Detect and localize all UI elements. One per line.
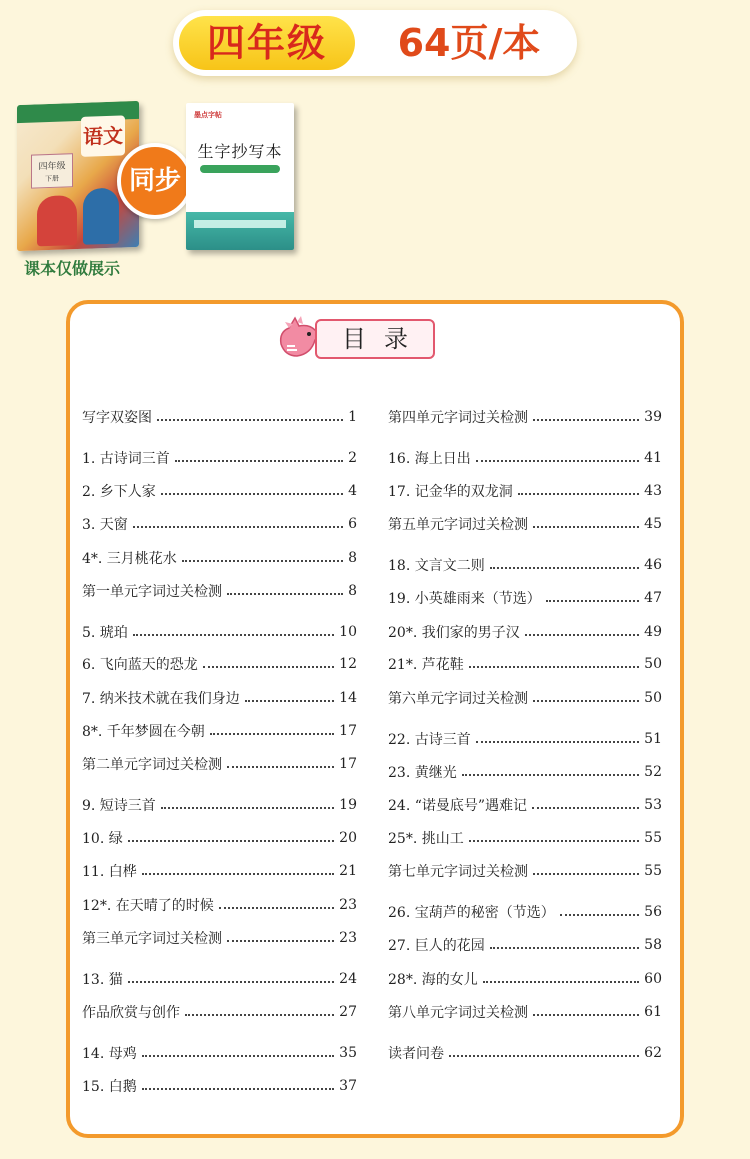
toc-entry-page: 50 (644, 656, 662, 672)
toc-entry (388, 932, 662, 958)
sync-badge: 同步 (117, 143, 193, 219)
toc-entry-page: 55 (644, 863, 662, 879)
toc-entry (388, 619, 662, 645)
toc-entry-title: 11. 白桦 (82, 864, 137, 880)
toc-leader-dots (476, 741, 639, 743)
toc-entry-title: 3. 天窗 (82, 517, 128, 533)
toc-leader-dots (133, 634, 334, 636)
toc-leader-dots (182, 560, 343, 562)
toc-entry-title: 第一单元字词过关检测 (82, 584, 222, 600)
toc-entry-page: 2 (348, 450, 357, 466)
toc-entry-page: 23 (339, 897, 357, 913)
toc-entry-title: 5. 琥珀 (82, 625, 128, 641)
toc-entry-title: 12*. 在天晴了的时候 (82, 898, 214, 914)
toc-entry (388, 445, 662, 471)
toc-entry (82, 1073, 357, 1099)
toc-entry-title: 6. 飞向蓝天的恐龙 (82, 657, 198, 673)
toc-leader-dots (219, 907, 334, 909)
toc-entry-page: 17 (339, 756, 357, 772)
toc-entry (82, 792, 357, 818)
toc-entry (82, 925, 357, 951)
toc-leader-dots (142, 1055, 334, 1057)
toc-entry-title: 1. 古诗词三首 (82, 451, 170, 467)
toc-entry (388, 685, 662, 711)
toc-leader-dots (133, 526, 343, 528)
toc-entry-page: 53 (644, 797, 662, 813)
toc-leader-dots (518, 493, 639, 495)
toc-entry (388, 651, 662, 677)
toc-leader-dots (483, 981, 639, 983)
textbook-level: 四年级 (38, 161, 66, 173)
toc-entry-title: 读者问卷 (388, 1046, 444, 1062)
toc-leader-dots (533, 873, 639, 875)
toc-entry (82, 619, 357, 645)
toc-entry (388, 404, 662, 430)
toc-entry-page: 8 (348, 583, 357, 599)
toc-leader-dots (469, 840, 639, 842)
toc-leader-dots (533, 419, 639, 421)
toc-entry (388, 759, 662, 785)
toc-leader-dots (490, 947, 639, 949)
toc-entry-page: 10 (339, 624, 357, 640)
toc-leader-dots (533, 526, 639, 528)
copybook-green-bar (200, 165, 280, 173)
toc-entry-title: 22. 古诗三首 (388, 732, 471, 748)
toc-entry-title: 第四单元字词过关检测 (388, 410, 528, 426)
toc-entry-title: 写字双姿图 (82, 410, 152, 426)
toc-entry (82, 685, 357, 711)
toc-entry-title: 8*. 千年梦圆在今朝 (82, 724, 205, 740)
toc-entry-page: 46 (644, 557, 662, 573)
toc-leader-dots (533, 1014, 639, 1016)
toc-entry (388, 1040, 662, 1066)
toc-leader-dots (533, 700, 639, 702)
toc-entry-page: 51 (644, 731, 662, 747)
toc-entry (82, 578, 357, 604)
toc-entry-title: 第三单元字词过关检测 (82, 931, 222, 947)
toc-leader-dots (227, 940, 334, 942)
textbook-title: 语文 (81, 115, 125, 157)
toc-title: 目录 (315, 319, 435, 359)
toc-entry-title: 19. 小英雄雨来（节选） (388, 591, 541, 607)
toc-leader-dots (560, 914, 639, 916)
toc-entry (82, 1040, 357, 1066)
toc-leader-dots (490, 567, 639, 569)
toc-entry-title: 10. 绿 (82, 831, 123, 847)
toc-entry-page: 52 (644, 764, 662, 780)
toc-entry (82, 445, 357, 471)
textbook-level-label (31, 153, 73, 188)
toc-leader-dots (227, 593, 343, 595)
toc-entry (82, 825, 357, 851)
illustration-figure (37, 195, 77, 246)
toc-entry-title: 9. 短诗三首 (82, 798, 156, 814)
toc-entry-title: 第六单元字词过关检测 (388, 691, 528, 707)
toc-entry-title: 7. 纳米技术就在我们身边 (82, 691, 240, 707)
toc-entry (82, 999, 357, 1025)
toc-leader-dots (546, 600, 639, 602)
toc-entry-page: 35 (339, 1045, 357, 1061)
copybook-cover-image (186, 103, 294, 250)
toc-leader-dots (449, 1055, 639, 1057)
toc-leader-dots (462, 774, 639, 776)
toc-entry (388, 858, 662, 884)
toc-entry (388, 478, 662, 504)
copybook-footer-text-line (194, 220, 286, 228)
toc-entry (82, 858, 357, 884)
toc-entry (82, 966, 357, 992)
toc-entry-page: 55 (644, 830, 662, 846)
toc-entry-page: 39 (644, 409, 662, 425)
toc-entry-title: 14. 母鸡 (82, 1046, 137, 1062)
toc-entry-page: 45 (644, 516, 662, 532)
toc-entry-page: 56 (644, 904, 662, 920)
textbook-volume: 下册 (45, 174, 59, 184)
toc-leader-dots (203, 666, 334, 668)
toc-entry-page: 8 (348, 550, 357, 566)
toc-leader-dots (469, 666, 639, 668)
illustration-figure (83, 188, 119, 245)
toc-entry (388, 792, 662, 818)
toc-leader-dots (175, 460, 343, 462)
toc-entry-title: 21*. 芦花鞋 (388, 657, 464, 673)
toc-entry-page: 4 (348, 483, 357, 499)
toc-leader-dots (185, 1014, 334, 1016)
toc-entry (82, 892, 357, 918)
toc-entry-title: 4*. 三月桃花水 (82, 551, 177, 567)
toc-entry (388, 825, 662, 851)
pages-per-book-label: 64页/本 (397, 21, 541, 65)
toc-leader-dots (161, 493, 343, 495)
toc-entry-page: 49 (644, 624, 662, 640)
toc-entry-title: 15. 白鹅 (82, 1079, 137, 1095)
toc-entry-page: 20 (339, 830, 357, 846)
toc-entry (82, 404, 357, 430)
toc-entry (82, 651, 357, 677)
toc-entry-title: 17. 记金华的双龙洞 (388, 484, 513, 500)
toc-entry-page: 58 (644, 937, 662, 953)
toc-entry (388, 511, 662, 537)
toc-entry-title: 16. 海上日出 (388, 451, 471, 467)
toc-entry-title: 作品欣赏与创作 (82, 1005, 180, 1021)
toc-entry-page: 19 (339, 797, 357, 813)
toc-entry-page: 21 (339, 863, 357, 879)
toc-leader-dots (245, 700, 334, 702)
toc-entry (82, 545, 357, 571)
top-banner (173, 10, 577, 76)
copybook-title: 生字抄写本 (197, 142, 283, 161)
toc-entry-title: 第八单元字词过关检测 (388, 1005, 528, 1021)
toc-entry (388, 966, 662, 992)
toc-heading (271, 311, 439, 365)
toc-leader-dots (128, 840, 334, 842)
toc-leader-dots (157, 419, 343, 421)
toc-entry-page: 41 (644, 450, 662, 466)
toc-entry-title: 28*. 海的女儿 (388, 972, 478, 988)
toc-entry (82, 511, 357, 537)
grade-label: 四年级 (179, 16, 355, 70)
toc-entry-title: 18. 文言文二则 (388, 558, 485, 574)
toc-entry-title: 24. “诺曼底号”遇难记 (388, 798, 528, 814)
copybook-footer-band (186, 212, 294, 250)
toc-entry-page: 17 (339, 723, 357, 739)
toc-entry-page: 62 (644, 1045, 662, 1061)
toc-entry-page: 6 (348, 516, 357, 532)
toc-entry-page: 23 (339, 930, 357, 946)
toc-entry-page: 43 (644, 483, 662, 499)
display-only-caption: 课本仅做展示 (24, 259, 121, 278)
toc-entry-page: 60 (644, 971, 662, 987)
toc-entry-title: 20*. 我们家的男子汉 (388, 625, 520, 641)
toc-entry-title: 第二单元字词过关检测 (82, 757, 222, 773)
toc-entry-page: 14 (339, 690, 357, 706)
toc-entry (82, 718, 357, 744)
toc-entry-page: 61 (644, 1004, 662, 1020)
toc-entry-page: 37 (339, 1078, 357, 1094)
copybook-brand: 墨点字帖 (194, 111, 222, 119)
toc-entry (388, 726, 662, 752)
toc-leader-dots (161, 807, 334, 809)
toc-entry-title: 25*. 挑山工 (388, 831, 464, 847)
toc-entry-title: 2. 乡下人家 (82, 484, 156, 500)
toc-entry-title: 第五单元字词过关检测 (388, 517, 528, 533)
toc-entry-title: 第七单元字词过关检测 (388, 864, 528, 880)
toc-entry (388, 899, 662, 925)
toc-entry-page: 50 (644, 690, 662, 706)
toc-entry-page: 24 (339, 971, 357, 987)
toc-entry-title: 23. 黄继光 (388, 765, 457, 781)
toc-leader-dots (476, 460, 639, 462)
toc-entry-title: 27. 巨人的花园 (388, 938, 485, 954)
toc-entry-title: 13. 猫 (82, 972, 123, 988)
toc-entry (388, 999, 662, 1025)
toc-entry-page: 47 (644, 590, 662, 606)
toc-entry (82, 751, 357, 777)
toc-entry (388, 585, 662, 611)
toc-leader-dots (525, 634, 639, 636)
toc-leader-dots (142, 1088, 334, 1090)
toc-entry-page: 27 (339, 1004, 357, 1020)
toc-entry-page: 12 (339, 656, 357, 672)
toc-leader-dots (210, 733, 334, 735)
toc-leader-dots (128, 981, 334, 983)
toc-entry (388, 552, 662, 578)
toc-entry-title: 26. 宝葫芦的秘密（节选） (388, 905, 555, 921)
toc-leader-dots (532, 807, 639, 809)
toc-entry (82, 478, 357, 504)
toc-leader-dots (142, 873, 334, 875)
toc-entry-page: 1 (348, 409, 357, 425)
toc-leader-dots (227, 766, 334, 768)
